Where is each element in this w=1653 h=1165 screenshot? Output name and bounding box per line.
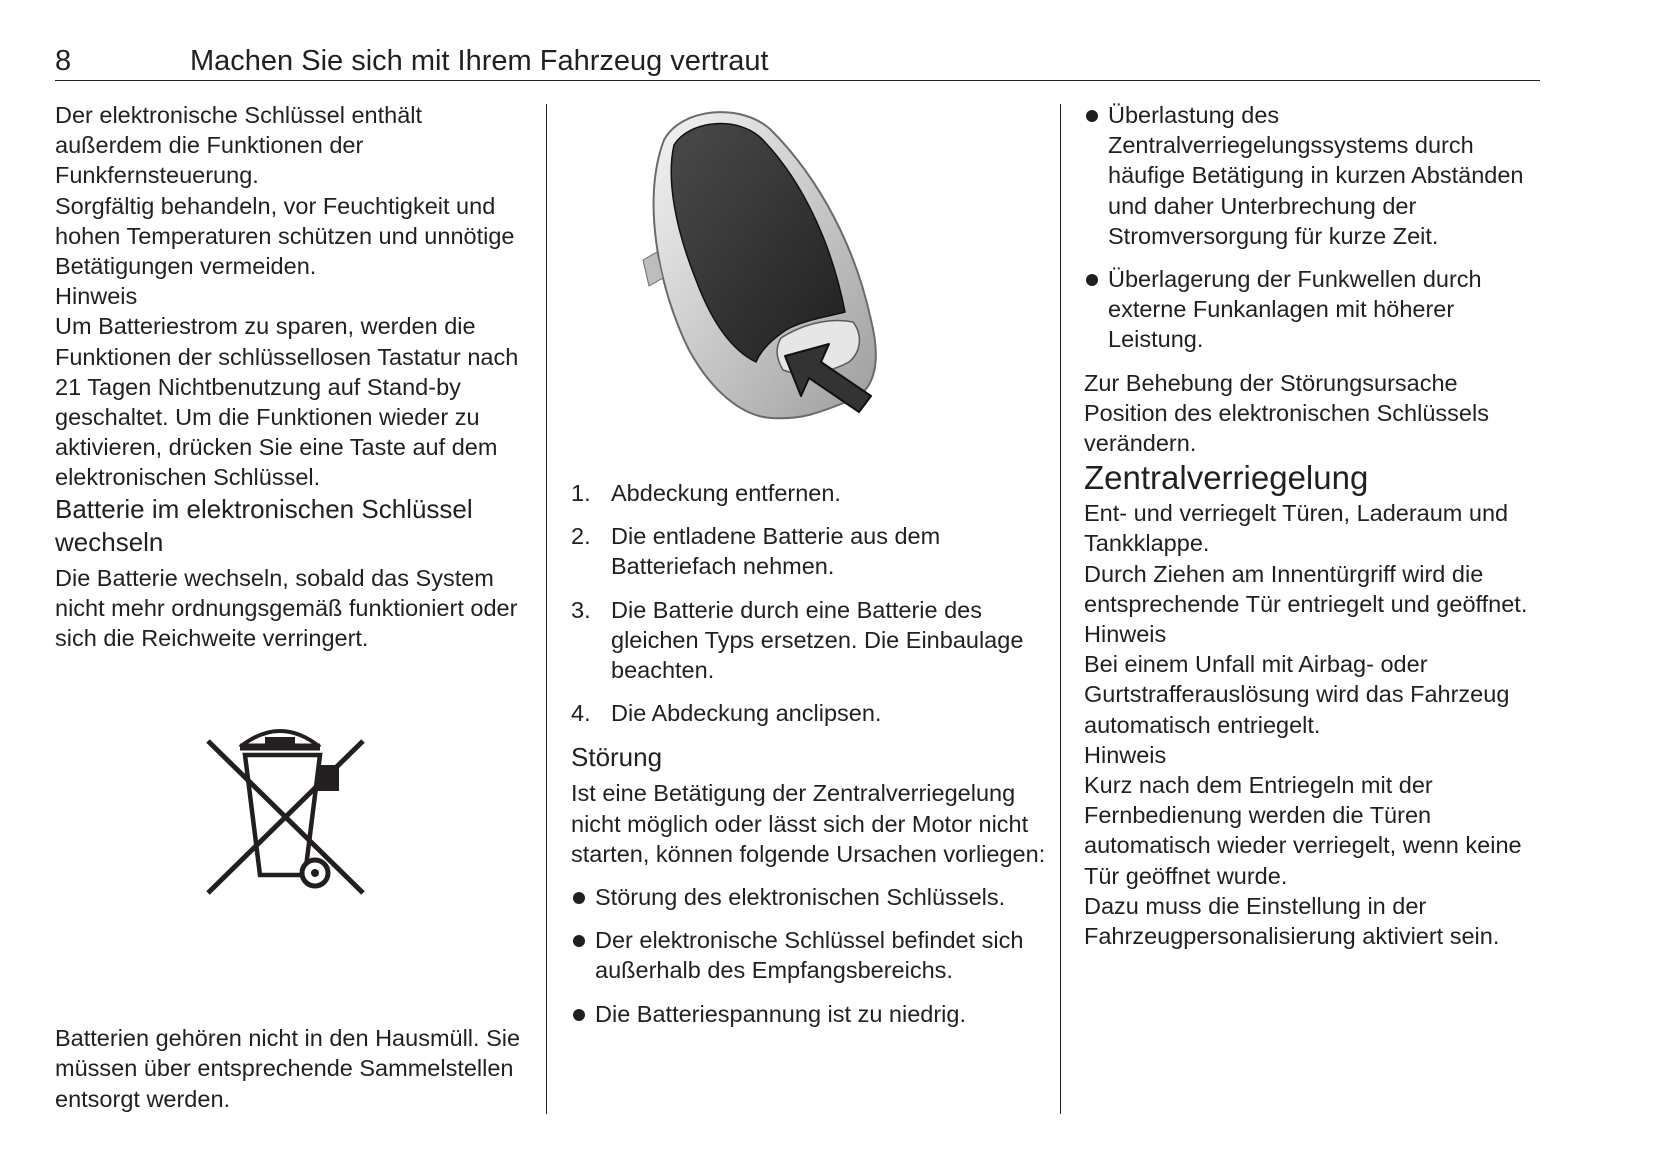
column-2 — [571, 100, 1049, 1042]
key-figure — [571, 100, 1049, 478]
recycling-figure — [55, 653, 530, 1023]
page-header — [55, 42, 1540, 81]
battery-heading: Batterie im elektronischen Schlüssel wechseln — [55, 493, 473, 557]
inner-handle-paragraph: Durch Ziehen am Innentürgriff wird die entsprechende Tür entriegelt und geöffnet. — [1084, 560, 1528, 617]
fault-intro: Ist eine Betätigung der Zentralverriegelung nicht möglich oder lässt sich der Motor nicht starten, können folgende Ursachen vorliegen: — [571, 780, 1046, 867]
fault-causes-list — [571, 882, 1049, 1029]
note-label: Hinweis — [1084, 741, 1167, 768]
column-3 — [1084, 100, 1540, 951]
list-item: Überlastung des Zentralverriegelungssystems durch häufige Betätigung in kurzen Abständen und daher Unterbrechung der Stromversorgung für kurze Zeit. — [1084, 100, 1540, 251]
column-divider-2 — [1060, 104, 1061, 1114]
list-item: Störung des elektronischen Schlüssels. — [571, 882, 1049, 912]
relock-note-text: Kurz nach dem Entriegeln mit der Fernbedienung werden die Türen automatisch wieder verriegelt, wenn keine Tür geöffnet wurde. — [1084, 772, 1522, 889]
list-item: Überlagerung der Funkwellen durch externe Funkanlagen mit höherer Leistung. — [1084, 264, 1540, 355]
list-item: 4. Die Abdeckung anclipsen. — [571, 700, 882, 727]
intro-paragraph: Der elektronische Schlüssel enthält außerdem die Funktionen der Funkfernsteuerung. — [55, 102, 423, 189]
central-locking-paragraph: Ent- und verriegelt Türen, Laderaum und Tankklappe. — [1084, 500, 1509, 557]
list-item: Die Batteriespannung ist zu niedrig. — [571, 999, 1049, 1029]
column-divider-1 — [546, 104, 547, 1114]
more-causes-list — [1084, 100, 1540, 355]
list-item: 1. Abdeckung entfernen. — [571, 480, 841, 506]
electronic-key-image — [571, 100, 1049, 478]
note-text: Um Batteriestrom zu sparen, werden die Funktionen der schlüssellosen Tastatur nach 21 Tagen Nichtbenutzung auf Stand-by geschaltet. Um die Funktionen wieder zu aktivieren, drücken Sie eine Taste auf dem elektronischen Schlüssel. — [55, 313, 519, 491]
list-item: 3. Die Batterie durch eine Batterie des gleichen Typs ersetzen. Die Einbaulage beachten. — [571, 596, 1024, 684]
fault-heading: Störung — [571, 742, 663, 773]
remedy-paragraph: Zur Behebung der Störungsursache Position des elektronischen Schlüssels verändern. — [1084, 369, 1489, 457]
page-number: 8 — [55, 45, 72, 77]
care-paragraph: Sorgfältig behandeln, vor Feuchtigkeit und hohen Temperaturen schützen und unnötige Betätigungen vermeiden. — [55, 192, 515, 280]
battery-steps-list — [571, 478, 1049, 728]
airbag-note-text: Bei einem Unfall mit Airbag- oder Gurtstrafferauslösung wird das Fahrzeug automatisch entriegelt. — [1084, 651, 1510, 738]
note-label: Hinweis — [1084, 621, 1167, 648]
list-item: Der elektronische Schlüssel befindet sich außerhalb des Empfangsbereichs. — [571, 925, 1049, 985]
battery-paragraph: Die Batterie wechseln, sobald das System nicht mehr ordnungsgemäß funktioniert oder sich die Reichweite verringert. — [55, 564, 518, 652]
column-1 — [55, 100, 530, 1114]
central-locking-heading: Zentralverriegelung — [1084, 459, 1369, 497]
list-item: 2. Die entladene Batterie aus dem Batteriefach nehmen. — [571, 523, 941, 580]
note-label: Hinweis — [55, 283, 138, 310]
personalization-note-text: Dazu muss die Einstellung in der Fahrzeugpersonalisierung aktiviert sein. — [1084, 892, 1500, 950]
disposal-paragraph: Batterien gehören nicht in den Hausmüll. Sie müssen über entsprechende Sammelstellen entsorgt werden. — [55, 1025, 521, 1112]
page-title: Machen Sie sich mit Ihrem Fahrzeug vertraut — [190, 45, 769, 77]
crossed-bin-icon — [55, 653, 530, 1023]
